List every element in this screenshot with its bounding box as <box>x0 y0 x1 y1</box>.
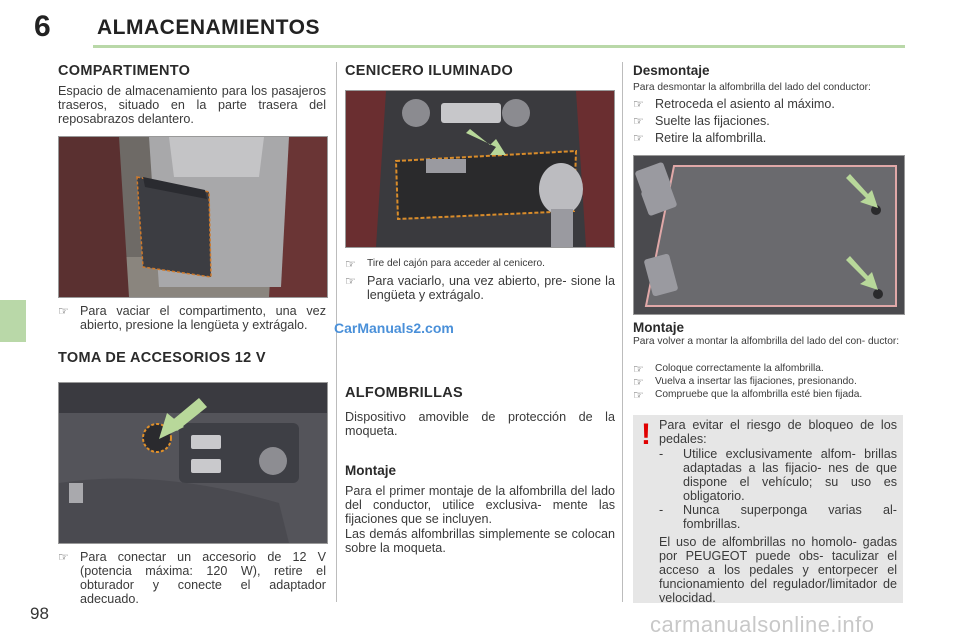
hand-pointer-icon: ☞ <box>633 114 644 128</box>
warning-outro: El uso de alfombrillas no homolo- gadas por PEUGEOT puede obs- taculizar el acceso a los pedales y entorpecer el funcionamiento del regulador/limitador de velocidad. <box>659 535 897 605</box>
watermark-carmanualsonline: carmanualsonline.info <box>650 612 875 637</box>
hand-pointer-icon: ☞ <box>633 375 644 389</box>
hand-pointer-icon: ☞ <box>633 362 644 376</box>
compartimento-title: COMPARTIMENTO <box>58 63 191 79</box>
desmontaje-bullet-1: ☞ Retroceda el asiento al máximo. <box>633 97 835 111</box>
hand-pointer-icon: ☞ <box>633 131 644 145</box>
chapter-tab <box>0 300 26 342</box>
desmontaje-bullet-3: ☞ Retire la alfombrilla. <box>633 131 767 145</box>
warning-item-2: - Nunca superponga varias al- fombrillas. <box>659 503 897 531</box>
chapter-title: ALMACENAMIENTOS <box>97 16 320 39</box>
alfombrillas-montaje-text2: Las demás alfombrillas simplemente se colocan sobre la moqueta. <box>345 527 615 555</box>
desmontaje-title: Desmontaje <box>633 63 710 78</box>
toma-title: TOMA DE ACCESORIOS 12 V <box>58 350 266 366</box>
montaje-bullet-3: ☞ Compruebe que la alfombrilla esté bien fijada. <box>633 388 863 402</box>
compartimento-text: Espacio de almacenamiento para los pasajeros traseros, situado en la parte trasera del reposabrazos delantero. <box>58 84 326 126</box>
compartimento-photo <box>58 136 328 298</box>
desmontaje-intro: Para desmontar la alfombrilla del lado del conductor: <box>633 82 871 93</box>
hand-pointer-icon: ☞ <box>58 304 69 318</box>
alfombrillas-text: Dispositivo amovible de protección de la moqueta. <box>345 410 615 438</box>
power-socket-image <box>59 383 327 543</box>
montaje-intro: Para volver a montar la alfombrilla del lado del con- ductor: <box>633 336 900 347</box>
alfombrilla-photo <box>633 155 905 315</box>
cenicero-bullet-2: ☞ Para vaciarlo, una vez abierto, pre- sione la lengüeta y extrágalo. <box>345 274 615 302</box>
warning-item-1: - Utilice exclusivamente alfom- brillas adaptadas a las fijacio- nes de que dispone el vehículo; su uso es obligatorio. <box>659 447 897 503</box>
cenicero-title: CENICERO ILUMINADO <box>345 63 514 79</box>
cenicero-bullet-1: ☞ Tire del cajón para acceder al cenicero. <box>345 257 545 271</box>
desmontaje-bullet-2: ☞ Suelte las fijaciones. <box>633 114 770 128</box>
alfombrillas-montaje-title: Montaje <box>345 463 397 478</box>
armrest-compartment-image <box>59 137 327 297</box>
compartimento-bullet: ☞ Para vaciar el compartimento, una vez abierto, presione la lengüeta y extrágalo. <box>58 304 326 332</box>
hand-pointer-icon: ☞ <box>345 274 356 288</box>
hand-pointer-icon: ☞ <box>58 550 69 564</box>
montaje-title: Montaje <box>633 320 685 335</box>
alfombrillas-montaje-text1: Para el primer montaje de la alfombrilla del lado del conductor, utilice exclusiva- mente las fijaciones que se incluyen. <box>345 484 615 526</box>
toma-bullet: ☞ Para conectar un accesorio de 12 V (potencia máxima: 120 W), retire el obturador y conecte el adaptador adecuado. <box>58 550 326 606</box>
warning-intro: Para evitar el riesgo de bloqueo de los pedales: <box>659 418 897 446</box>
ashtray-image <box>346 91 614 247</box>
montaje-bullet-2: ☞ Vuelva a insertar las fijaciones, presionando. <box>633 375 857 389</box>
alfombrillas-title: ALFOMBRILLAS <box>345 385 463 401</box>
hand-pointer-icon: ☞ <box>633 388 644 402</box>
chapter-number: 6 <box>34 10 51 43</box>
floor-mat-image <box>634 156 904 314</box>
header-rule <box>93 45 905 48</box>
hand-pointer-icon: ☞ <box>345 257 356 271</box>
cenicero-photo <box>345 90 615 248</box>
warning-exclamation-icon: ! <box>641 418 651 451</box>
hand-pointer-icon: ☞ <box>633 97 644 111</box>
toma-photo <box>58 382 328 544</box>
column-divider <box>622 62 623 602</box>
page-number: 98 <box>30 604 49 623</box>
montaje-bullet-1: ☞ Coloque correctamente la alfombrilla. <box>633 362 824 376</box>
watermark-carmanuals2: CarManuals2.com <box>334 320 454 336</box>
